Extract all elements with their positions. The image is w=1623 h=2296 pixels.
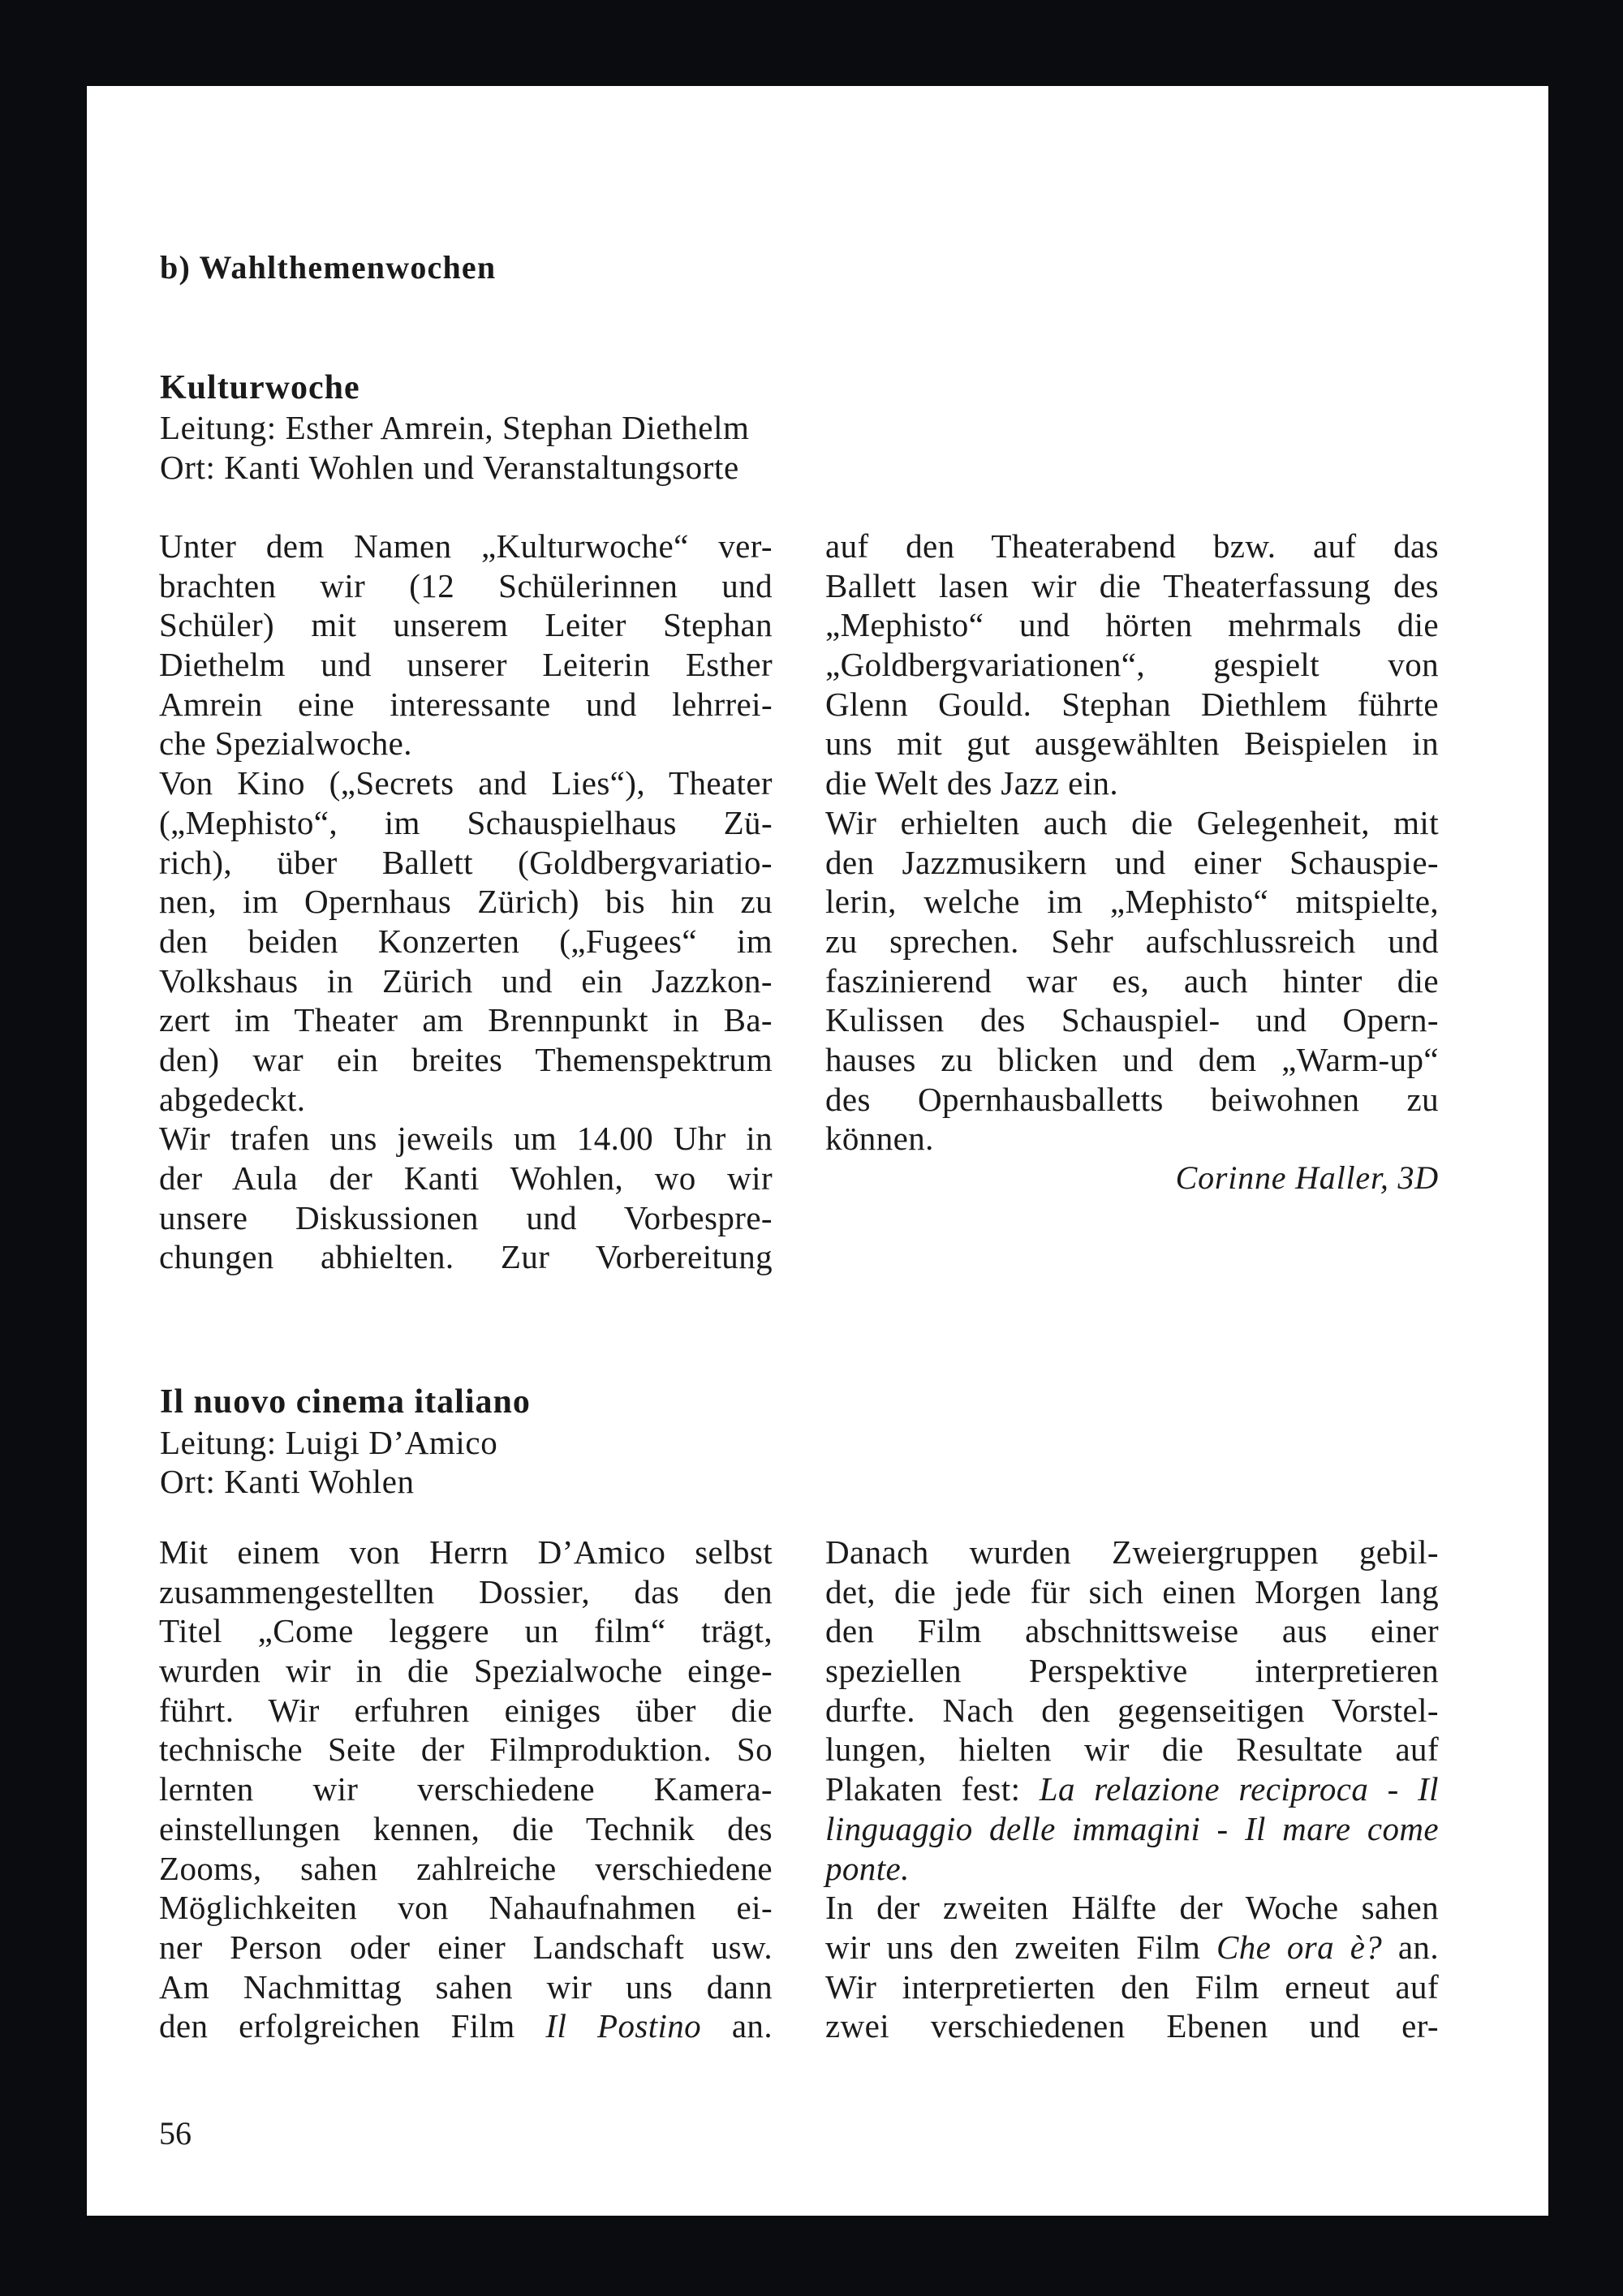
text-line: den) war ein breites Themenspektrum <box>159 1040 773 1078</box>
text-line: Titel „Come leggere un film“ trägt, <box>159 1612 773 1650</box>
text-line: lernten wir verschiedene Kamera- <box>159 1770 773 1808</box>
text-line: Amrein eine interessante und lehrrei- <box>159 685 773 723</box>
text-line: che Spezialwoche. <box>159 724 412 763</box>
text-line: rich), über Ballett (Goldbergvariatio- <box>159 843 773 881</box>
text-line: einstellungen kennen, die Technik des <box>159 1809 773 1847</box>
text-line: auf den Theaterabend bzw. auf das <box>825 527 1439 565</box>
article-title-kulturwoche: Kulturwoche <box>160 369 360 406</box>
article-2-right-column <box>825 1533 1439 2046</box>
film-title-che-ora-e: Che ora è? <box>1216 1928 1383 1966</box>
text-line: unsere Diskussionen und Vorbespre- <box>159 1198 773 1236</box>
article-1-right-column <box>825 527 1439 1198</box>
text-line: „Mephisto“ und hörten mehrmals die <box>825 606 1439 644</box>
text-line: lungen, hielten wir die Resultate auf <box>825 1731 1439 1769</box>
text-line: der Aula der Kanti Wohlen, wo wir <box>159 1159 773 1197</box>
text-line: abgedeckt. <box>159 1080 306 1118</box>
poster-title: La relazione reciproca - Il <box>1039 1770 1439 1808</box>
text-line: („Mephisto“, im Schauspielhaus Zü- <box>159 803 773 841</box>
page-number: 56 <box>159 2115 192 2152</box>
text-fragment: an. <box>1382 1928 1439 1966</box>
text-line: den beiden Konzerten („Fugees“ im <box>159 922 773 960</box>
text-line: Mit einem von Herrn D’Amico selbst <box>159 1533 773 1571</box>
text-line: zusammengestellten Dossier, das den <box>159 1572 773 1610</box>
text-line: Von Kino („Secrets and Lies“), Theater <box>159 764 773 802</box>
text-line: zu sprechen. Sehr aufschlussreich und <box>825 922 1439 960</box>
text-line: durfte. Nach den gegenseitigen Vorstel- <box>825 1691 1439 1729</box>
text-line <box>825 1769 1439 1809</box>
text-line: faszinierend war es, auch hinter die <box>825 961 1439 1000</box>
text-line: Möglichkeiten von Nahaufnahmen ei- <box>159 1889 773 1927</box>
article-2-left-column <box>159 1533 773 2046</box>
text-line: wurden wir in die Spezialwoche einge- <box>159 1652 773 1690</box>
text-line: den Film abschnittsweise aus einer <box>825 1612 1439 1650</box>
poster-title-line: linguaggio delle immagini - Il mare come <box>825 1809 1439 1847</box>
text-line: Volkshaus in Zürich und ein Jazzkon- <box>159 961 773 1000</box>
text-line: können. <box>825 1120 934 1158</box>
text-line: Danach wurden Zweiergruppen gebil- <box>825 1533 1439 1571</box>
text-fragment: Plakaten fest: <box>825 1770 1040 1808</box>
text-line: zwei verschiedenen Ebenen und er- <box>825 2007 1439 2045</box>
text-line: die Welt des Jazz ein. <box>825 764 1119 802</box>
text-line: Am Nachmittag sahen wir uns dann <box>159 1967 773 2006</box>
text-line: Kulissen des Schauspiel- und Opern- <box>825 1001 1439 1039</box>
text-line: det, die jede für sich einen Morgen lang <box>825 1572 1439 1610</box>
text-fragment: an. <box>701 2007 773 2045</box>
section-heading: b) Wahlthemenwochen <box>160 249 497 286</box>
film-title-il-postino: Il Postino <box>545 2007 702 2045</box>
article-leitung-kulturwoche: Leitung: Esther Amrein, Stephan Diethelm <box>160 409 750 446</box>
article-1-left-column <box>159 527 773 1277</box>
text-line: hauses zu blicken und dem „Warm-up“ <box>825 1040 1439 1078</box>
text-line: „Goldbergvariationen“, gespielt von <box>825 646 1439 684</box>
text-line: nen, im Opernhaus Zürich) bis hin zu <box>159 883 773 921</box>
text-line: Ballett lasen wir die Theaterfassung des <box>825 566 1439 604</box>
text-line <box>825 1928 1439 1967</box>
text-line: führt. Wir erfuhren einiges über die <box>159 1691 773 1729</box>
text-line: speziellen Perspektive interpretieren <box>825 1652 1439 1690</box>
text-line: Diethelm und unserer Leiterin Esther <box>159 646 773 684</box>
text-line: uns mit gut ausgewählten Beispielen in <box>825 724 1439 763</box>
text-fragment: den erfolgreichen Film <box>159 2007 546 2045</box>
text-line: Wir erhielten auch die Gelegenheit, mit <box>825 803 1439 841</box>
text-line: Wir interpretierten den Film erneut auf <box>825 1967 1439 2006</box>
text-line: ner Person oder einer Landschaft usw. <box>159 1928 773 1966</box>
poster-title-line: ponte. <box>825 1849 910 1887</box>
text-fragment: wir uns den zweiten Film <box>825 1928 1216 1966</box>
text-line: chungen abhielten. Zur Vorbereitung <box>159 1238 773 1276</box>
text-line: zert im Theater am Brennpunkt in Ba- <box>159 1001 773 1039</box>
article-ort-kulturwoche: Ort: Kanti Wohlen und Veranstaltungsorte <box>160 449 739 486</box>
text-line: Wir trafen uns jeweils um 14.00 Uhr in <box>159 1120 773 1158</box>
article-ort-cinema: Ort: Kanti Wohlen <box>160 1463 415 1500</box>
article-title-cinema: Il nuovo cinema italiano <box>160 1383 531 1421</box>
text-line <box>159 2006 773 2046</box>
text-line: Zooms, sahen zahlreiche verschiedene <box>159 1849 773 1887</box>
text-line: In der zweiten Hälfte der Woche sahen <box>825 1889 1439 1927</box>
text-line: Unter dem Namen „Kulturwoche“ ver- <box>159 527 773 565</box>
text-line: brachten wir (12 Schülerinnen und <box>159 566 773 604</box>
author-signature: Corinne Haller, 3D <box>1175 1159 1439 1196</box>
text-line: den Jazzmusikern und einer Schauspie- <box>825 843 1439 881</box>
text-line: technische Seite der Filmproduktion. So <box>159 1731 773 1769</box>
text-line: Glenn Gould. Stephan Diethlem führte <box>825 685 1439 723</box>
text-line: des Opernhausballetts beiwohnen zu <box>825 1080 1439 1118</box>
article-leitung-cinema: Leitung: Luigi D’Amico <box>160 1424 498 1461</box>
text-line: lerin, welche im „Mephisto“ mitspielte, <box>825 883 1439 921</box>
text-line: Schüler) mit unserem Leiter Stephan <box>159 606 773 644</box>
